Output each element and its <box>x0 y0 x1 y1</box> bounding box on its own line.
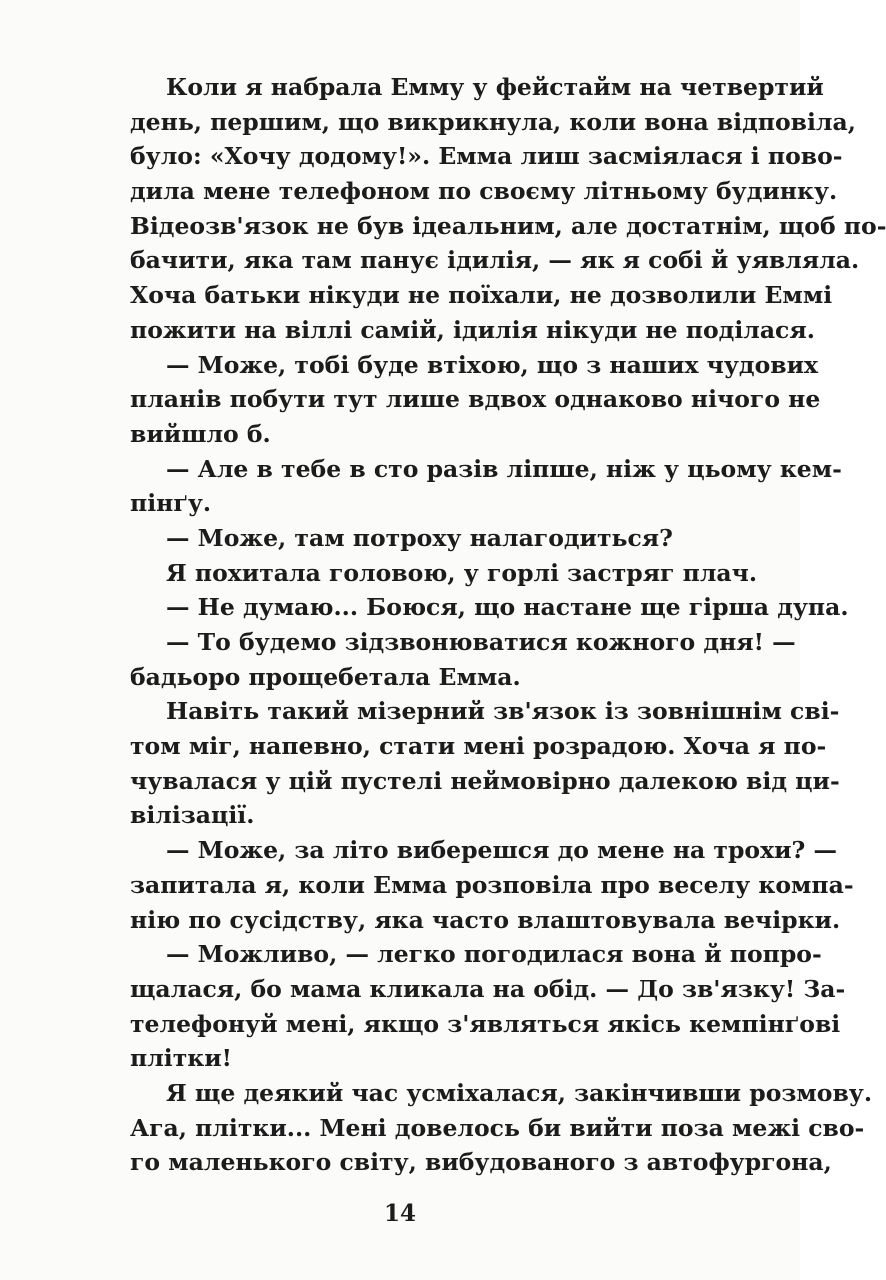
text-line: — То будемо зідзвонюватися кожного дня! — <box>166 628 796 656</box>
text-line: бадьоро прощебетала Емма. <box>130 662 521 691</box>
text-line: Ага, плітки... Мені довелось би вийти поза межі сво- <box>130 1113 865 1142</box>
text-line: том міг, напевно, стати мені розрадою. Хоча я по- <box>130 732 827 761</box>
text-line: вийшло б. <box>130 419 271 448</box>
text-line: Відеозв'язок не був ідеальним, але достатнім, щоб по- <box>130 211 886 240</box>
text-line: Коли я набрала Емму у фейстайм на четвертий <box>166 73 824 101</box>
text-line: запитала я, коли Емма розповіла про веселу компа- <box>130 870 854 899</box>
text-line: планів побути тут лише вдвох однаково нічого не <box>130 385 821 414</box>
text-line: Я похитала головою, у горлі застряг плач. <box>166 558 758 587</box>
text-line: нію по сусідству, яка часто влаштовувала вечірки. <box>130 905 841 934</box>
text-line: — Можливо, — легко погодилася вона й попро- <box>166 940 822 969</box>
text-line: Хоча батьки нікуди не поїхали, не дозволили Еммі <box>130 281 833 310</box>
text-line: го маленького світу, вибудованого з автофургона, <box>130 1148 832 1177</box>
text-line: пожити на віллі самій, ідилія нікуди не поділася. <box>130 315 815 344</box>
text-line: — Може, там потроху налагодиться? <box>166 523 673 552</box>
text-line: — Не думаю... Боюся, що настане ще гірша дупа. <box>166 593 849 622</box>
text-line: день, першим, що викрикнула, коли вона відповіла, <box>130 107 856 136</box>
text-line: щалася, бо мама кликала на обід. — До зв'язку! За- <box>130 974 846 1003</box>
text-line: телефонуй мені, якщо з'являться якісь кемпінґові <box>130 1009 841 1038</box>
text-line: Я ще деякий час усміхалася, закінчивши розмову. <box>166 1078 873 1107</box>
text-line: Навіть такий мізерний зв'язок із зовнішнім сві- <box>166 697 840 726</box>
text-line: вілізації. <box>130 801 255 830</box>
text-line: пінґу. <box>130 489 212 518</box>
text-line: дила мене телефоном по своєму літньому будинку. <box>130 177 838 206</box>
text-line: — Може, за літо виберешся до мене на трохи? — <box>166 836 837 865</box>
text-line: бачити, яка там панує ідилія, — як я собі й уявляла. <box>130 246 860 275</box>
text-line: чувалася у цій пустелі неймовірно далекою від ци- <box>130 766 840 795</box>
page-number: 14 <box>383 1200 416 1227</box>
text-line: — Може, тобі буде втіхою, що з наших чудових <box>166 350 819 379</box>
text-line: було: «Хочу додому!». Емма лиш засміялася і пово- <box>130 142 843 171</box>
text-line: — Але в тебе в сто разів ліпше, ніж у цьому кем- <box>166 454 842 483</box>
text-line: плітки! <box>130 1044 232 1073</box>
body-text <box>130 70 886 1180</box>
